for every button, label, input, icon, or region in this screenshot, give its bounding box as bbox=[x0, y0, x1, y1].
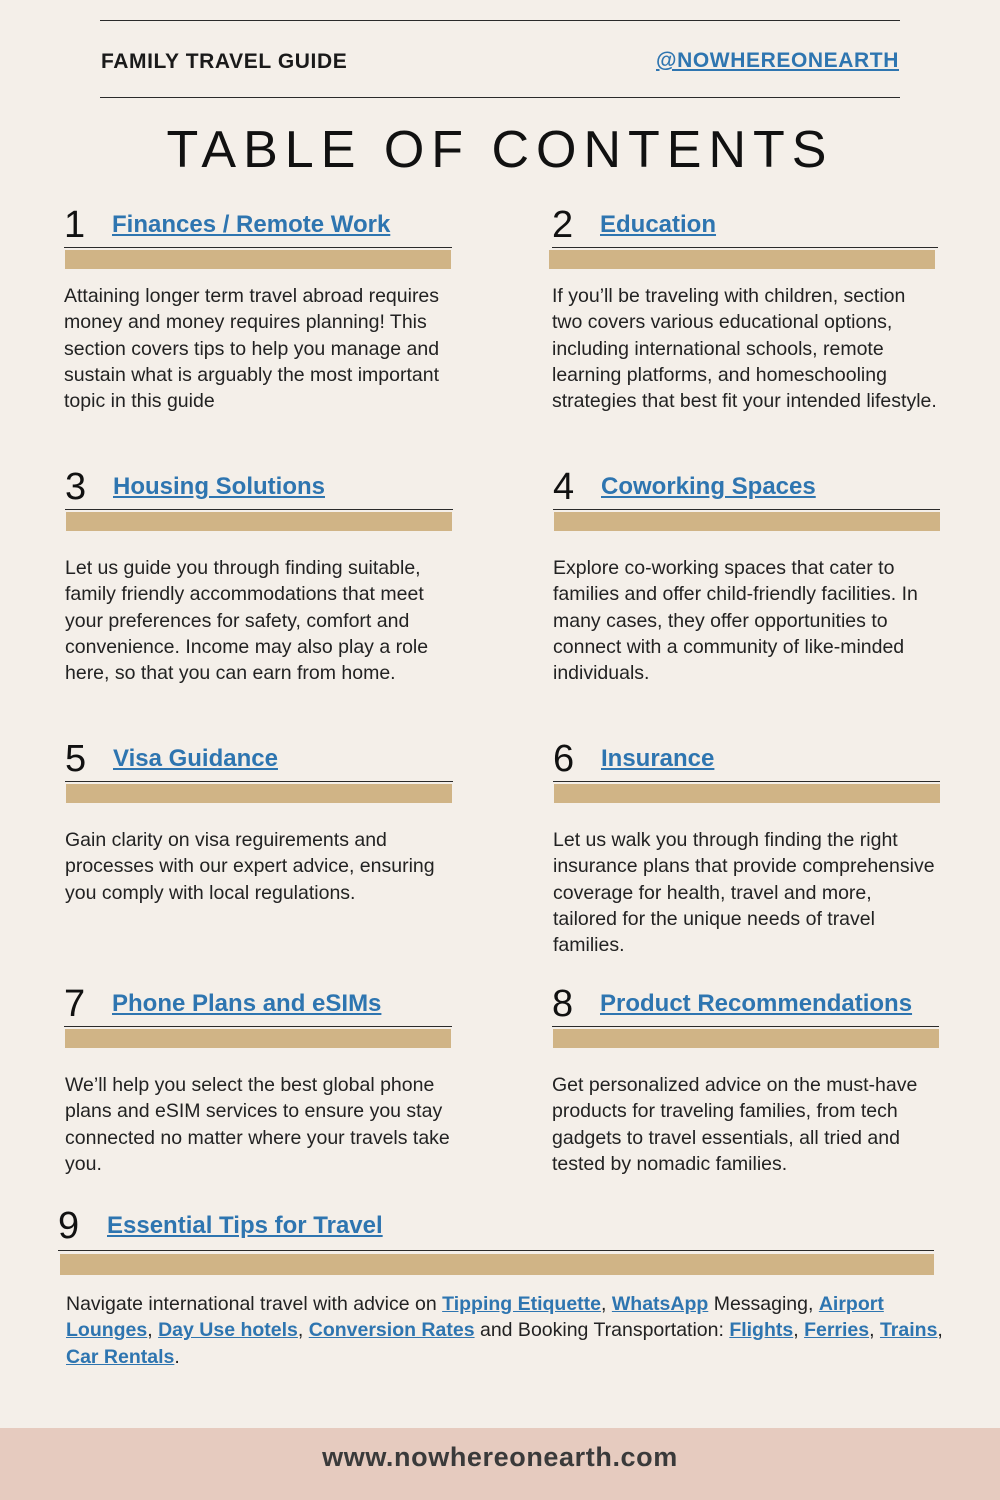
section-number: 9 bbox=[58, 1205, 80, 1247]
footer-bar bbox=[0, 1428, 1000, 1500]
section-accent-bar bbox=[553, 1029, 939, 1048]
section-link-finances[interactable]: Finances / Remote Work bbox=[112, 211, 391, 238]
section-rule bbox=[65, 781, 453, 782]
section-number: 7 bbox=[64, 983, 86, 1025]
section-number: 4 bbox=[553, 466, 575, 508]
link-day-use-hotels[interactable]: Day Use hotels bbox=[158, 1319, 298, 1342]
section-essential-tips bbox=[58, 1204, 938, 1284]
header-bottom-rule bbox=[100, 97, 900, 98]
tips-text: Messaging, bbox=[708, 1293, 819, 1315]
essential-tips-description bbox=[66, 1291, 946, 1370]
section-number: 8 bbox=[552, 983, 574, 1025]
link-airport-lounges[interactable]: Airport Lounges bbox=[66, 1293, 884, 1342]
section-accent-bar bbox=[66, 784, 452, 803]
section-accent-bar bbox=[65, 1029, 451, 1048]
section-visa bbox=[65, 737, 465, 967]
tips-text: . bbox=[174, 1345, 180, 1368]
section-number: 5 bbox=[65, 738, 87, 780]
section-link-insurance[interactable]: Insurance bbox=[601, 745, 715, 772]
section-number: 1 bbox=[64, 204, 86, 246]
tips-text: , bbox=[147, 1319, 159, 1342]
tips-text: , bbox=[937, 1319, 943, 1342]
section-description: Get personalized advice on the must-have products for traveling families, from tech gadgets to travel essentials, all tried and tested by nomadic families. bbox=[552, 1074, 918, 1175]
link-flights[interactable]: Flights bbox=[729, 1319, 794, 1342]
tips-text: , bbox=[793, 1319, 805, 1342]
section-description: We’ll help you select the best global phone plans and eSIM services to ensure you stay connected no matter where your travels take you. bbox=[65, 1074, 450, 1175]
section-link-phone-plans[interactable]: Phone Plans and eSIMs bbox=[112, 990, 382, 1017]
tips-text: and Booking Transportation: bbox=[474, 1319, 730, 1342]
link-trains[interactable]: Trains bbox=[879, 1319, 938, 1342]
section-link-coworking[interactable]: Coworking Spaces bbox=[601, 473, 816, 500]
section-products bbox=[552, 982, 952, 1182]
link-tipping-etiquette[interactable]: Tipping Etiquette bbox=[442, 1293, 602, 1315]
section-link-housing[interactable]: Housing Solutions bbox=[113, 473, 325, 500]
social-handle-link[interactable]: @NOWHEREONEARTH bbox=[656, 49, 899, 72]
section-rule bbox=[64, 247, 452, 248]
section-coworking bbox=[553, 465, 953, 715]
section-rule bbox=[58, 1250, 934, 1251]
section-description: Gain clarity on visa reguirements and processes with our expert advice, ensuring you comply with local regulations. bbox=[65, 829, 435, 904]
guide-label: FAMILY TRAVEL GUIDE bbox=[101, 50, 348, 73]
section-rule bbox=[64, 1026, 452, 1027]
section-accent-bar bbox=[65, 250, 451, 269]
link-car-rentals[interactable]: Car Rentals bbox=[66, 1345, 175, 1368]
section-number: 3 bbox=[65, 466, 87, 508]
section-description: Explore co-working spaces that cater to families and offer child-friendly facilities. In many cases, they offer opportunities to connect with a community of like-minded individuals. bbox=[553, 557, 918, 685]
section-rule bbox=[552, 1026, 939, 1027]
section-housing bbox=[65, 465, 465, 715]
section-phone-plans bbox=[64, 982, 464, 1182]
page-title: TABLE OF CONTENTS bbox=[166, 121, 834, 179]
section-description: Let us walk you through finding the right insurance plans that provide comprehensive coverage for health, travel and more, tailored for the unique needs of travel families. bbox=[553, 829, 935, 957]
footer-website-link[interactable]: www.nowhereonearth.com bbox=[322, 1442, 678, 1472]
section-link-products[interactable]: Product Recommendations bbox=[600, 990, 913, 1017]
header-top-rule bbox=[100, 20, 900, 21]
section-link-essential-tips[interactable]: Essential Tips for Travel bbox=[107, 1212, 383, 1239]
section-accent-bar bbox=[554, 512, 940, 531]
section-rule bbox=[553, 781, 940, 782]
section-description: Attaining longer term travel abroad requires money and money requires planning! This section covers tips to help you manage and sustain what is arguably the most important topic in this guide bbox=[64, 285, 440, 413]
section-description: If you’ll be traveling with children, section two covers various educational options, including international schools, remote learning platforms, and homeschooling strategies that best fit your intended lifestyle. bbox=[552, 285, 937, 413]
section-accent-bar bbox=[66, 512, 452, 531]
section-rule bbox=[65, 509, 453, 510]
section-accent-bar bbox=[549, 250, 935, 269]
link-conversion-rates[interactable]: Conversion Rates bbox=[308, 1319, 475, 1342]
link-whatsapp[interactable]: WhatsApp bbox=[611, 1293, 709, 1315]
tips-text: , bbox=[869, 1319, 880, 1342]
section-link-education[interactable]: Education bbox=[600, 211, 717, 238]
section-education bbox=[552, 203, 952, 443]
tips-text: Navigate international travel with advice on bbox=[66, 1293, 443, 1315]
section-link-visa[interactable]: Visa Guidance bbox=[113, 745, 278, 772]
section-accent-bar bbox=[60, 1254, 934, 1275]
tips-text: , bbox=[297, 1319, 309, 1342]
link-ferries[interactable]: Ferries bbox=[804, 1319, 870, 1342]
section-accent-bar bbox=[554, 784, 940, 803]
section-rule bbox=[553, 509, 940, 510]
tips-text: , bbox=[601, 1293, 612, 1315]
section-rule bbox=[552, 247, 938, 248]
section-insurance bbox=[553, 737, 953, 967]
section-number: 2 bbox=[552, 204, 574, 246]
section-description: Let us guide you through finding suitable, family friendly accommodations that meet your preferences for safety, comfort and convenience. Income may also play a role here, so that you can earn from home. bbox=[65, 557, 429, 685]
section-number: 6 bbox=[553, 738, 575, 780]
